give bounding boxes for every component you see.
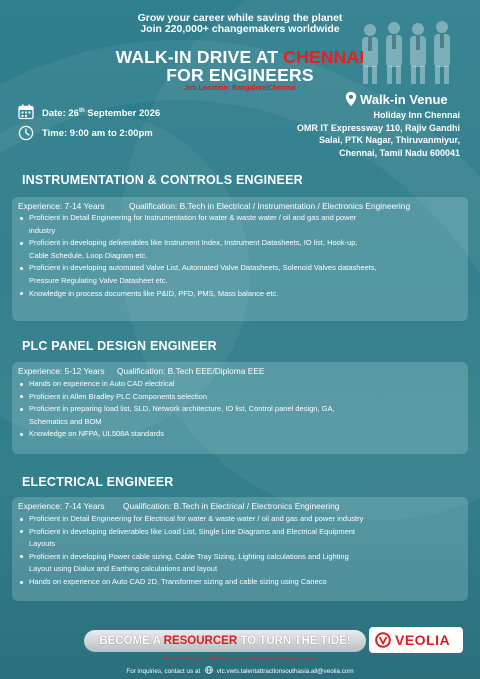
experience: Experience: 7-14 Years <box>18 501 105 511</box>
job-responsibilities <box>12 212 462 300</box>
venue-line: Salai, PTK Nagar, Thiruvanmiyur, <box>318 135 460 145</box>
list-item: Proficient in developing Power cable sizing, Cable Tray Sizing, Lighting calculations and Lighting <box>12 551 462 564</box>
job-panel-plc <box>12 362 468 454</box>
list-item: Proficient in developing deliverables like Instrument Index, Instrument Datasheets, IO list, Hook-up, <box>12 237 462 250</box>
cta-prefix: BECOME A <box>99 635 164 647</box>
list-item: Proficient in Allen Bradley PLC Components selection <box>12 391 462 404</box>
cta-banner[interactable] <box>84 630 366 652</box>
list-item-continued: Layout using Dialux and Earthing calculations and layout <box>29 564 218 574</box>
list-item: Proficient in developing automated Valve List, Automated Valve Datasheets, Solenoid Valves datasheets, <box>12 262 462 275</box>
veolia-logo <box>369 627 463 653</box>
contact-email[interactable]: vtc.vwts.talentattractionsouthasia.all@veolia.com <box>216 668 354 675</box>
venue-line: Holiday Inn Chennai <box>373 110 460 120</box>
list-item-continued: Layouts <box>29 539 56 549</box>
job-panel-electrical <box>12 497 468 601</box>
job-meta <box>18 200 410 212</box>
qualification: Qualification: B.Tech EEE/Diploma EEE <box>116 366 265 376</box>
qualification: Qualification: B.Tech in Electrical / Instrumentation / Electronics Engineering <box>128 201 411 211</box>
title-city: CHENNAI <box>283 47 365 67</box>
job-title-plc: PLC PANEL DESIGN ENGINEER <box>22 339 217 353</box>
logo-text: VEOLIA <box>395 632 451 648</box>
list-item-continued: Schematics and BOM <box>29 416 102 426</box>
list-item-continued: Cable Schedule, Loop Diagram etc. <box>29 250 148 260</box>
veolia-mark-icon <box>375 632 391 648</box>
list-item: Proficient in preparing load list, SLD, Network architecture, IO list, Control panel design, GA, <box>12 403 462 416</box>
list-item: Hands on experience on Auto CAD 2D, Transformer sizing and cable sizing using Caneco <box>12 576 462 589</box>
page-title <box>0 48 480 66</box>
clock-icon <box>18 125 34 141</box>
list-item: Knowledge on NFPA, UL508A standards <box>12 428 462 441</box>
list-item-continued: Pressure Regulating Valve Datasheet etc. <box>29 275 168 285</box>
location-pin-icon <box>345 91 357 107</box>
list-item: Proficient in Detail Engineering for Electrical for water & waste water / oil and gas and power industry <box>12 513 462 526</box>
cta-suffix: TO TURN THE TIDE! <box>237 635 351 647</box>
inquiries-label: For inquiries, contact us at <box>126 668 201 675</box>
list-item: Proficient in Detail Engineering for Instrumentation for water & waste water / oil and gas and power <box>12 212 462 225</box>
date-month-year: September 2026 <box>84 108 161 120</box>
resume-note: Please share your updated resume and bring it to the interview venue <box>163 656 317 662</box>
list-item: Proficient in developing deliverables like Load List, Single Line Diagrams and Electrical Equipment <box>12 526 462 539</box>
event-time: Time: 9:00 am to 2:00pm <box>42 128 153 139</box>
experience: Experience: 5-12 Years <box>18 366 105 376</box>
date-suffix: th <box>78 108 85 114</box>
experience: Experience: 7-14 Years <box>18 201 105 211</box>
tagline-2: Join 220,000+ changemakers worldwide <box>140 23 340 35</box>
cta-highlight: RESOURCER <box>163 635 238 647</box>
job-title-electrical: ELECTRICAL ENGINEER <box>22 475 174 489</box>
job-meta <box>18 500 339 512</box>
venue-address <box>200 109 460 159</box>
list-item: Knowledge in process documents like P&ID, PFD, PMS, Mass balance etc. <box>12 288 462 301</box>
globe-icon <box>205 666 213 674</box>
job-panel-instrumentation <box>12 197 468 321</box>
list-item: Hands on experience in Auto CAD electrical <box>12 378 462 391</box>
venue-title: Walk-in Venue <box>360 92 448 107</box>
job-title-instrumentation: INSTRUMENTATION & CONTROLS ENGINEER <box>22 173 303 187</box>
job-responsibilities <box>12 513 462 589</box>
venue-line: OMR IT Expressway 110, Rajiv Gandhi <box>296 122 460 133</box>
event-date <box>42 108 160 119</box>
job-meta <box>18 365 265 377</box>
date-text: Date: 26 <box>42 108 79 120</box>
calendar-icon <box>18 104 34 120</box>
page-subtitle: FOR ENGINEERS <box>166 65 314 85</box>
contact-line <box>0 666 480 675</box>
list-item-continued: industry <box>29 225 56 235</box>
tagline-1: Grow your career while saving the planet <box>137 12 343 24</box>
qualification: Qualification: B.Tech in Electrical / Electronics Engineering <box>122 501 340 511</box>
job-responsibilities <box>12 378 462 441</box>
title-prefix: WALK-IN DRIVE AT <box>115 47 284 67</box>
job-location: Job Location: Bangalore/Chennai <box>184 85 296 92</box>
venue-line: Chennai, Tamil Nadu 600041 <box>339 147 460 158</box>
